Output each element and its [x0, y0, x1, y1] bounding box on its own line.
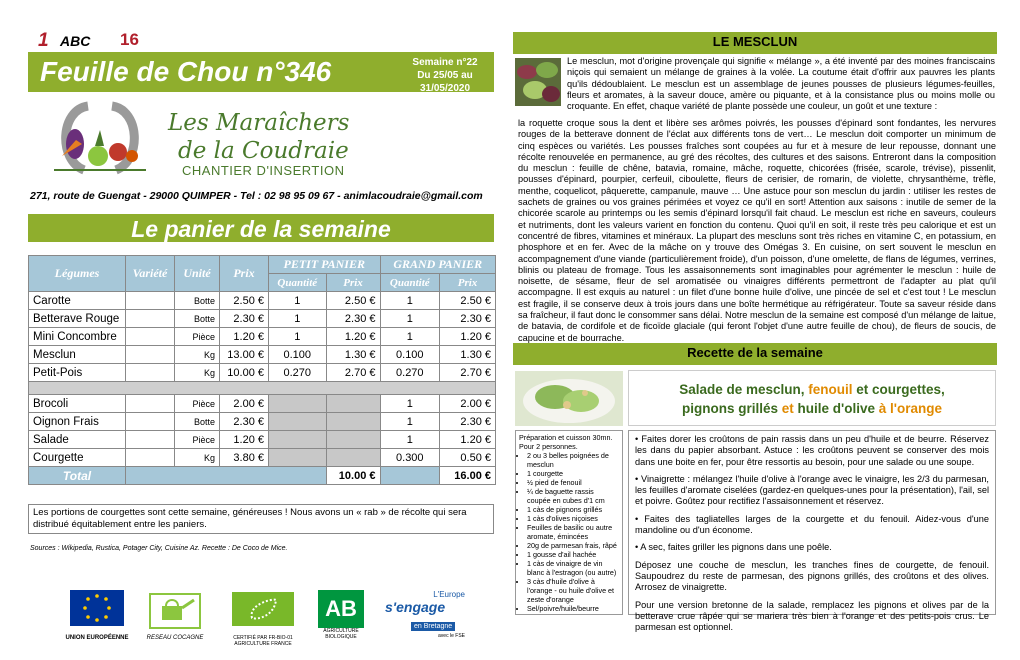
row-petit-qty: 1	[269, 310, 327, 328]
row-grand-price: 2.00 €	[440, 395, 496, 413]
row-petit-price: 1.20 €	[326, 328, 380, 346]
table-row	[29, 449, 496, 467]
row-name: Betterave Rouge	[29, 310, 126, 328]
row-grand-qty: 0.100	[380, 346, 440, 364]
list-item: • 1 gousse d'ail hachée	[527, 550, 619, 559]
bretagne-logo	[385, 590, 465, 639]
basket-table	[28, 255, 496, 485]
col-grand-quantite: Quantité	[380, 274, 440, 292]
ab-label: AGRICULTURE BIOLOGIQUE	[323, 628, 359, 640]
row-price: 2.00 €	[220, 395, 269, 413]
week-dates: Du 25/05 au 31/05/2020	[417, 70, 473, 94]
row-petit-qty: 1	[269, 328, 327, 346]
list-item: • 3 càs d'huile d'olive à l'orange - ou huile d'olive et zeste d'orange	[527, 577, 619, 604]
logo-line-3: CHANTIER D'INSERTION	[182, 163, 345, 178]
total-label: Total	[29, 467, 126, 485]
recette-name	[628, 380, 996, 418]
list-item: • 1 càs de pignons grillés	[527, 505, 619, 514]
row-petit-price: 2.30 €	[326, 310, 380, 328]
sources-line: Sources : Wikipedia, Rustica, Potager City, Cuisine Az. Recette : De Coco de Mice.	[30, 545, 288, 552]
list-item: • 1 courgette	[527, 469, 619, 478]
row-grand-qty: 1	[380, 413, 440, 431]
row-unit: Kg	[175, 449, 220, 467]
row-unit: Botte	[175, 310, 220, 328]
row-petit-qty: 0.270	[269, 364, 327, 382]
recipe-step: • Faites des tagliatelles larges de la courgette et du fenouil. Aidez-vous d'une mandoline ou d'un économe.	[635, 513, 989, 536]
table-separator	[29, 382, 496, 395]
row-grand-qty: 0.270	[380, 364, 440, 382]
page-title: Feuille de Chou n°346	[40, 56, 332, 87]
salad-photo-icon	[515, 371, 623, 426]
row-grand-price: 1.20 €	[440, 431, 496, 449]
row-name: Salade	[29, 431, 126, 449]
row-grand-price: 2.30 €	[440, 413, 496, 431]
table-row	[29, 413, 496, 431]
table-row	[29, 346, 496, 364]
row-price: 13.00 €	[220, 346, 269, 364]
col-legumes: Légumes	[29, 256, 126, 292]
prep-info: Préparation et cuisson 30mn. Pour 2 personnes.	[519, 433, 613, 451]
col-petit-quantite: Quantité	[269, 274, 327, 292]
row-name: Mesclun	[29, 346, 126, 364]
col-grand-panier: GRAND PANIER	[380, 256, 496, 274]
row-grand-price: 2.30 €	[440, 310, 496, 328]
row-unit: Botte	[175, 413, 220, 431]
row-grand-qty: 1	[380, 395, 440, 413]
list-item: • ¼ de baguette rassis coupée en cubes d'1 cm	[527, 487, 619, 505]
bretagne-line-2: s'engage	[385, 599, 446, 615]
cocagne-logo	[140, 590, 210, 641]
table-row	[29, 431, 496, 449]
eu-flag-icon	[62, 590, 132, 634]
total-grand: 16.00 €	[440, 467, 496, 485]
bretagne-line-3: en Bretagne	[411, 622, 455, 631]
list-item: • Sel/poivre/huile/beurre	[527, 604, 619, 613]
row-unit: Botte	[175, 292, 220, 310]
row-grand-price: 0.50 €	[440, 449, 496, 467]
list-item: • 2 ou 3 belles poignées de mesclun	[527, 451, 619, 469]
col-petit-prix: Prix	[326, 274, 380, 292]
issue-code: ABC	[60, 33, 91, 49]
recipe-step: Pour une version bretonne de la salade, remplacez les pignons et olives par de la betterave crue râpée qui se mariera très bien à l'orange et des petits-pois crus. Le parmesan est optionnel.	[635, 599, 989, 633]
row-unit: Pièce	[175, 395, 220, 413]
recette-name-part: à l'orange	[878, 401, 942, 416]
eu-logo	[62, 590, 132, 641]
logo-line-1: Les Maraîchers	[168, 110, 350, 136]
row-price: 10.00 €	[220, 364, 269, 382]
row-petit-qty: 1	[269, 292, 327, 310]
cocagne-label: RESEAU COCAGNE	[146, 635, 204, 641]
col-grand-prix: Prix	[440, 274, 496, 292]
recipe-step: • Vinaigrette : mélangez l'huile d'olive à l'orange avec le vinaigre, les 2/3 du parmesan, les feuilles d'aromate ciselées (gardez-en quelques-unes pour la présentation), l'ail, sel et poivre. Goûtez pour rectifiez l'assaisonnement et réservez.	[635, 473, 989, 507]
mesclun-body: la roquette croque sous la dent et libère ses arômes poivrés, les pousses d'épinard sont fondantes, les nervures rouges de la betterave donnent de l'éclat aux différents tons de vert… Le mesclun doit comporter un minimum de cinq espèces ou variétés. Les pousses fraîches sont coupées au fur et à mesure de leur repousse, donnant une récolte renouvelée en permanence, au gré des récoltes, des cultures et des saisons. Entreront dans la composition du mesclun : feuille de chêne, batavia, romaine, mâche, roquette, chicorées (frisée, scarole, trévise), pissenlit, pousses d'épinard, pourpier, cerfeuil, ciboulette, fleurs de cerisier, de romarin, de violette, chrysanthème, trèfle, menthe, coquelicot, pâquerette, campanule, mauve … Une astuce pour son mesclun du jardin : utiliser les restes de sachets de graines ou vos graines périmées et voyez ce qu'il en sort! Attention aux saisons : inutile de semer de la chicorée scarole au printemps ou les semis d'épinard lorsqu'il fait chaud. Le mesclun est riche en saveurs, couleurs et nutriments, dont les valeurs varient en fonction du contenu. Quoi qu'il en soit, il reste très peu calorique et est un concentré de fibres, vitamines et minéraux. La plupart des mescluns sont très riches en vitamine C, en potassium, en phosphore et en fer. Avec de la mâche on y trouve des Omégas 3. En cuisine, on sert souvent le mesclun en accompagnement d'une viande (particulièrement froide), d'un poisson, d'une omelette, de flans de légumes, verrines, blinis ou plateau de fromage. Tous les assaisonnements sont imaginables pour agrémenter le mesclun : huile de noisette, de sésame, fleur de sel aromatisée ou vinaigres différents permettront de l'adapter au plat qu'il accompagne. Il est exquis au naturel : un filet d'une bonne huile d'olive, une pincée de sel et c'est tout ! Le mesclun est fragile, il se conserve deux à trois jours dans une boîte hermétique au réfrigérateur. Toute sa saveur réside dans sa fraîcheur, il faut donc le consommer sans délai. Notre mesclun de la semaine est composé d'un mélange de laitue, de batavia, de cordifole et de ficoïde glaciale (qui feront l'objet d'une autre feuille de chou), de fleurs de soucis, de capucine et de bourrache.	[518, 118, 996, 343]
bretagne-line-4: avec le FSE	[438, 633, 465, 639]
ingredients-box	[515, 430, 623, 615]
row-name: Carotte	[29, 292, 126, 310]
recette-name-part: fenouil	[808, 382, 853, 397]
week-info	[392, 56, 498, 95]
table-row	[29, 310, 496, 328]
recipe-step: Déposez une couche de mesclun, les tranches fines de courgette, de fenouil. Saupoudrez du reste de parmesan, des pignons grillés, des croûtons et des olives. Arrosez de vinaigrette.	[635, 559, 989, 593]
row-name: Petit-Pois	[29, 364, 126, 382]
list-item: • 1 càs de vinaigre de vin blanc à l'estragon (ou autre)	[527, 559, 619, 577]
row-petit-price: 2.70 €	[326, 364, 380, 382]
table-row	[29, 292, 496, 310]
row-grand-qty: 0.300	[380, 449, 440, 467]
recette-name-part: Salade de mesclun,	[679, 382, 809, 397]
list-item: • 1 càs d'olives niçoises	[527, 514, 619, 523]
row-petit-price: 1.30 €	[326, 346, 380, 364]
row-petit-qty: 0.100	[269, 346, 327, 364]
recette-name-part: et courgettes,	[852, 382, 945, 397]
row-name: Brocoli	[29, 395, 126, 413]
row-grand-qty: 1	[380, 328, 440, 346]
table-row	[29, 364, 496, 382]
eurofeuille-logo	[228, 590, 298, 647]
recette-name-part: pignons grillés	[682, 401, 782, 416]
maraichers-logo-icon	[40, 100, 160, 178]
row-price: 1.20 €	[220, 328, 269, 346]
recette-name-part: et	[781, 401, 794, 416]
row-name: Mini Concombre	[29, 328, 126, 346]
row-grand-price: 2.70 €	[440, 364, 496, 382]
organic-leaf-icon	[228, 590, 298, 634]
bio-label: CERTIFIÉ PAR FR-BIO-01 AGRICULTURE FRANCE	[233, 635, 293, 647]
list-item: • 20g de parmesan frais, râpé	[527, 541, 619, 550]
row-grand-qty: 1	[380, 310, 440, 328]
ab-icon: AB	[318, 590, 364, 628]
row-price: 3.80 €	[220, 449, 269, 467]
issue-count: 16	[120, 30, 139, 49]
row-grand-qty: 1	[380, 292, 440, 310]
row-grand-qty: 1	[380, 431, 440, 449]
row-unit: Pièce	[175, 431, 220, 449]
watering-can-icon	[140, 590, 210, 634]
col-unite: Unité	[175, 256, 220, 292]
row-price: 2.30 €	[220, 310, 269, 328]
ingredients-list	[519, 451, 619, 613]
mesclun-photo-icon	[515, 58, 561, 106]
mesclun-intro: Le mesclun, mot d'origine provençale qui signifie « mélange », a été inventé par des moines franciscains niçois qui semaient un mélange de graines à la volée. La coutume était d'offrir aux pauvres les plants qu'ils dédoublaient. Le mesclun est un assemblage de jeunes pousses de plusieurs légumes-feuilles, fleurs et aromates, à la saveur douce, amère ou piquante, et à la consistance plus ou moins molle ou croquante. En effet, chaque variété de plante possède une couleur, un goût et une texture :	[567, 56, 995, 112]
row-unit: Pièce	[175, 328, 220, 346]
week-number: Semaine n°22	[412, 57, 478, 68]
recette-section-title: Recette de la semaine	[687, 345, 823, 360]
mesclun-title: LE MESCLUN	[712, 34, 798, 49]
issue-page-number: 1	[38, 30, 49, 51]
eu-label: UNION EUROPÉENNE	[65, 635, 129, 641]
row-grand-price: 1.20 €	[440, 328, 496, 346]
recipe-step: • A sec, faites griller les pignons dans une poêle.	[635, 542, 832, 553]
ab-logo	[318, 590, 364, 640]
total-row	[29, 467, 496, 485]
recipe-step: • Faites dorer les croûtons de pain rassis dans un peu d'huile et de beurre. Réservez les dans du papier absorbant. Astuce : les croûtons peuvent se conserver des mois dans une boite en fer, pour être ressortis au besoin, pour une salade ou une soupe.	[635, 434, 989, 467]
row-price: 2.30 €	[220, 413, 269, 431]
table-row	[29, 395, 496, 413]
list-item: • ½ pied de fenouil	[527, 478, 619, 487]
row-grand-price: 1.30 €	[440, 346, 496, 364]
row-price: 1.20 €	[220, 431, 269, 449]
list-item: • Feuilles de basilic ou autre aromate, émincées	[527, 523, 619, 541]
row-name: Oignon Frais	[29, 413, 126, 431]
col-petit-panier: PETIT PANIER	[269, 256, 381, 274]
steps-box	[628, 430, 996, 633]
table-row	[29, 328, 496, 346]
col-prix: Prix	[220, 256, 269, 292]
portions-note: Les portions de courgettes sont cette semaine, généreuses ! Nous avons un « rab » de récolte qui sera distribué équitablement entre les paniers.	[28, 504, 494, 534]
panier-title: Le panier de la semaine	[131, 216, 391, 242]
total-petit: 10.00 €	[326, 467, 380, 485]
row-name: Courgette	[29, 449, 126, 467]
row-grand-price: 2.50 €	[440, 292, 496, 310]
row-price: 2.50 €	[220, 292, 269, 310]
row-petit-price: 2.50 €	[326, 292, 380, 310]
row-unit: Kg	[175, 346, 220, 364]
address-line: 271, route de Guengat - 29000 QUIMPER - Tel : 02 98 95 09 67 - animlacoudraie@gmail.com	[30, 190, 483, 202]
bretagne-line-1: L'Europe	[433, 590, 465, 599]
recette-name-part: huile d'olive	[793, 401, 879, 416]
row-unit: Kg	[175, 364, 220, 382]
col-variete: Variété	[126, 256, 175, 292]
logo-line-2: de la Coudraie	[178, 138, 349, 164]
